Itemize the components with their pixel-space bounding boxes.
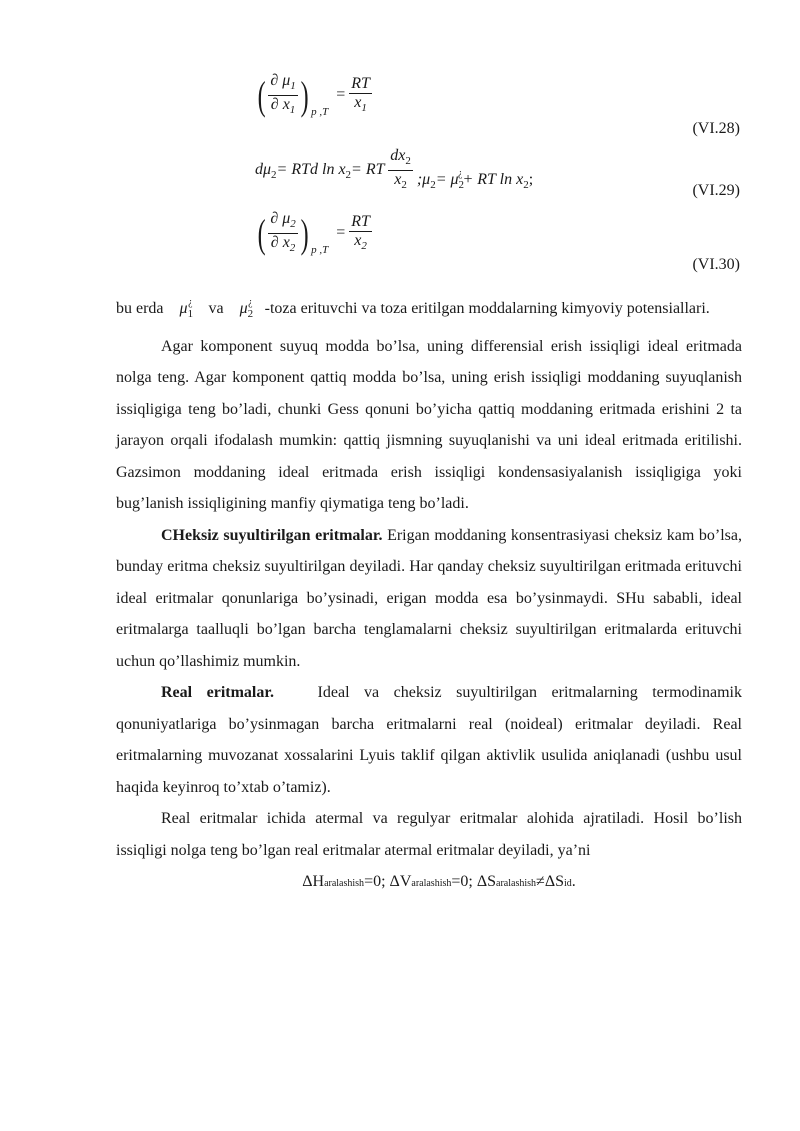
final-equation: ΔHaralashish=0; ΔVaralashish=0; ΔSaralashish≠ΔSid. bbox=[302, 873, 576, 890]
paragraph: Agar komponent suyuq modda bo’lsa, uning differensial erish issiqligi ideal eritmada nolga teng. Agar komponent qattiq modda bo’lsa, uning erish issiqligi moddaning suyuqlanish issiqligiga teng bo’ladi, chunki Gess qonuni bo’yicha qattiq moddaning eritmada erishini 2 ta jarayon orqali ifodalash mumkin: qattiq jismning suyuqlanishi va uni ideal eritmada eritilishi. Gazsimon moddaning ideal eritmada erish issiqligi kondensasiyalanish issiqligiga yoki bug’lanish issiqligining manfiy qiymatiga teng bo’ladi. bbox=[116, 337, 742, 512]
equation-vi28: ( $\frac{\partial \mu_1}{\partial x_1}$ ) $_{p ,T}$ = $\frac{RT}{x_1}$ bbox=[257, 72, 370, 119]
paragraph: bu erda $\mu_1^¿$ va $\mu_2^¿$ -toza erituvchi va toza eritilgan moddalarning kimyoviy potensiallari. bbox=[116, 297, 710, 320]
body-text bbox=[116, 287, 746, 900]
equation-vi30: ( $\frac{\partial \mu_2}{\partial x_2}$ ) $_{p ,T}$ = $\frac{RT}{x_2}$ bbox=[257, 210, 370, 257]
section-heading: CHeksiz suyultirilgan eritmalar. bbox=[161, 526, 383, 544]
paragraph: Real eritmalar ichida atermal va regulyar eritmalar alohida ajratiladi. Hosil bo’lish issiqligi nolga teng bo’lgan real eritmalar atermal eritmalar deyiladi, ya’ni bbox=[116, 810, 742, 859]
section-heading: Real eritmalar. bbox=[161, 684, 274, 701]
equation-number: (VI.28) bbox=[692, 120, 740, 137]
equation-number: (VI.29) bbox=[692, 182, 740, 199]
equation-vi29: $d\mu_2=$ RTd $\ln x_2=$ RT $\frac{dx_2}{x_2}$ $;\mu_2= \mu_2^¿+$ RT $\ln x_2$; bbox=[255, 147, 533, 194]
paragraph: Real eritmalar. Ideal va cheksiz suyultirilgan eritmalarning termodinamik qonuniyatlariga bo’ysinmagan barcha eritmalarni real (noideal) eritmalar deyiladi. Real eritmalarning muvozanat xossalarini Lyuis taklif qilgan aktivlik usulida aniqlanadi (ushbu usul haqida keyinroq to’xtab o’tamiz). bbox=[116, 684, 746, 796]
equation-number: (VI.30) bbox=[692, 256, 740, 273]
paragraph: CHeksiz suyultirilgan eritmalar. Erigan moddaning konsentrasiyasi cheksiz kam bo’lsa, bunday eritma cheksiz suyultirilgan deyiladi. Har qanday cheksiz suyultirilgan eritmada erituvchi ideal eritmalar qonunlariga bo’ysinadi, erigan modda esa bo’ysinmaydi. SHu sababli, ideal eritmalarga taalluqli bo’lgan barcha tenglamalarni cheksiz suyultirilgan eritmalarda erituvchi uchun qo’llashimiz mumkin. bbox=[116, 526, 742, 670]
